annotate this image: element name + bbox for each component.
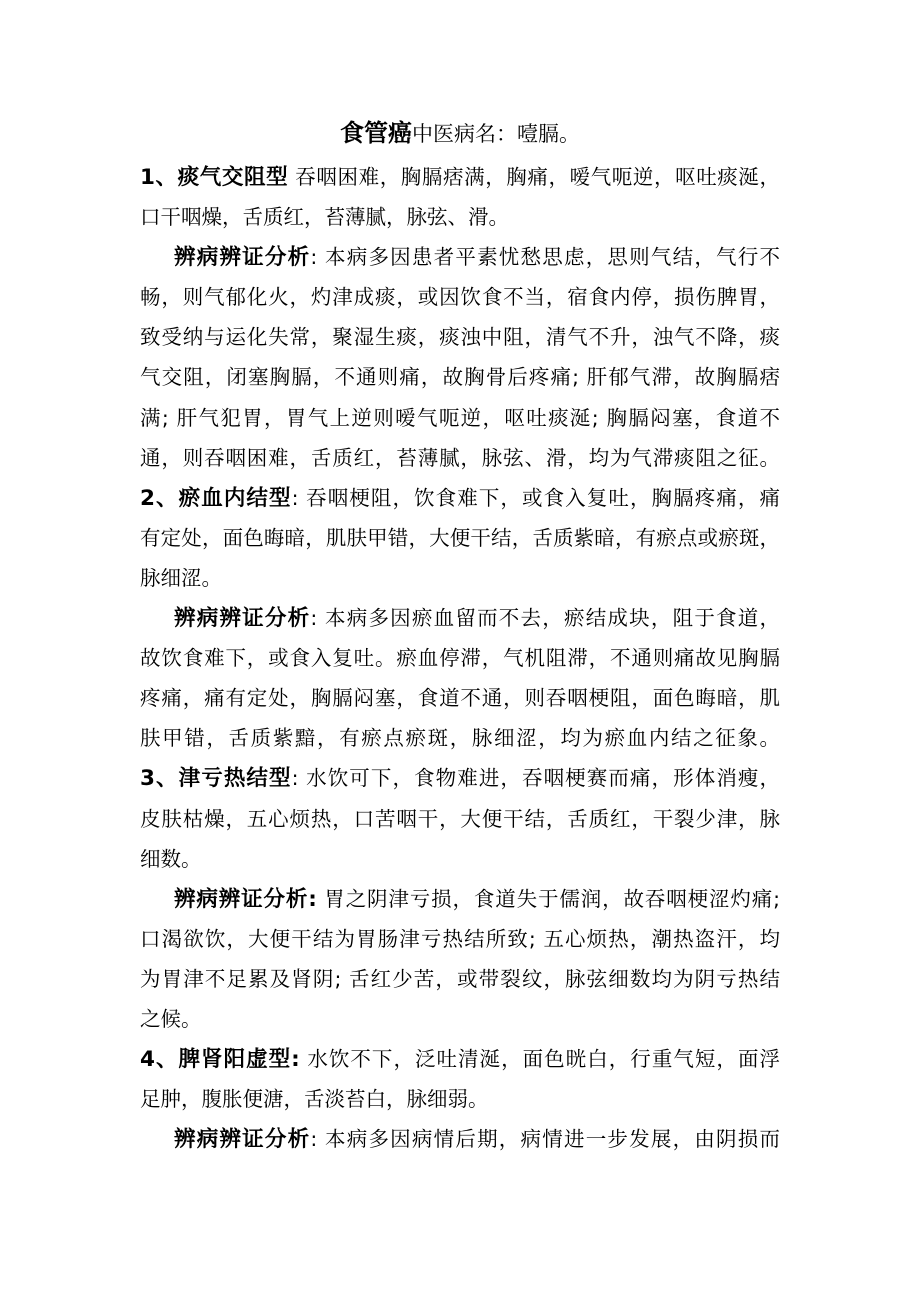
line-text: 故饮食难下，或食入复吐。瘀血停滞，气机阻滞，不通则痛故见胸膈 [140,646,780,671]
line-text: : 本病多因病情后期，病情进一步发展，由阴损而 [310,1127,780,1152]
text-line [140,317,780,357]
text-line [140,598,780,638]
line-text: 致受纳与运化失常，聚湿生痰，痰浊中阻，清气不升，浊气不降，痰 [140,325,780,350]
section-heading: 辨病辨证分析 [174,606,311,632]
text-line [140,758,780,798]
line-text: 通，则吞咽困难，舌质红，苔薄腻，脉弦、滑，均为气滞痰阻之征。 [140,445,780,470]
text-line [140,518,780,558]
text-line [140,999,780,1039]
line-text: 之候。 [140,1006,202,1031]
line-text: 脉细涩。 [140,565,222,590]
text-line [140,959,780,999]
section-heading: 2、瘀血内结型 [140,485,292,511]
line-text: : 本病多因患者平素忧愁思虑，思则气结，气行不 [310,245,780,270]
line-text: : 吞咽梗阻，饮食难下，或食入复吐，胸膈疼痛，痛 [291,485,780,510]
section-heading: 辨病辨证分析 [174,245,311,271]
text-line [140,839,780,879]
title-bold: 食管癌 [340,119,412,147]
line-text: 足肿，腹胀便溏，舌淡苔白，脉细弱。 [140,1087,489,1112]
text-line [140,799,780,839]
document-title [0,118,920,149]
line-text: 肤甲错，舌质紫黯，有瘀点瘀斑，脉细涩，均为瘀血内结之征象。 [140,726,780,751]
line-text: 皮肤枯燥，五心烦热，口苦咽干，大便干结，舌质红，干裂少津，脉 [140,806,780,831]
text-line [140,197,780,237]
line-text: 细数。 [140,846,202,871]
text-line [140,919,780,959]
text-line [140,558,780,598]
section-heading: 辨病辨证分析 [174,1127,311,1153]
text-line [140,157,780,197]
section-heading: 3、津亏热结型 [140,766,292,792]
line-text: 为胃津不足累及肾阴; 舌红少苦，或带裂纹，脉弦细数均为阴亏热结 [140,966,780,991]
line-text: 水饮不下，泛吐清涎，面色晄白，行重气短，面浮 [299,1047,780,1072]
text-line [140,1079,780,1119]
text-line [140,277,780,317]
title-rest: 中医病名：噎膈。 [412,122,580,146]
text-line [140,678,780,718]
line-text: 有定处，面色晦暗，肌肤甲错，大便干结，舌质紫暗，有瘀点或瘀斑， [140,525,780,550]
text-line [140,237,780,277]
text-line [140,718,780,758]
text-line [140,438,780,478]
line-text: 吞咽困难，胸膈痞满，胸痛，嗳气呃逆，呕吐痰涎， [288,165,780,189]
text-line [140,1039,780,1079]
line-text: 疼痛，痛有定处，胸膈闷塞，食道不通，则吞咽梗阻，面色晦暗，肌 [140,686,780,711]
document-body [140,157,780,1159]
text-line [140,879,780,919]
line-text: 满; 肝气犯胃，胃气上逆则嗳气呃逆，呕吐痰涎; 胸膈闷塞，食道不 [140,405,780,430]
text-line [140,478,780,518]
line-text: 气交阻，闭塞胸膈，不通则痛，故胸骨后疼痛; 肝郁气滞，故胸膈痞 [140,365,780,390]
line-text: 口渴欲饮，大便干结为胃肠津亏热结所致; 五心烦热，潮热盗汗，均 [140,926,780,951]
text-line [140,357,780,397]
text-line [140,1119,780,1159]
line-text: 畅，则气郁化火，灼津成痰，或因饮食不当，宿食内停，损伤脾胃， [140,285,780,310]
line-text: 口干咽燥，舌质红，苔薄腻，脉弦、滑。 [140,205,509,230]
section-heading: 1、痰气交阻型 [140,165,289,190]
section-heading: 辨病辨证分析: [174,886,317,912]
line-text: : 水饮可下，食物难进，吞咽梗赛而痛，形体消瘦， [291,766,780,791]
text-line [140,638,780,678]
section-heading: 4、脾肾阳虚型: [140,1047,300,1073]
text-line [140,398,780,438]
line-text: 胃之阴津亏损，食道失于儒润，故吞咽梗涩灼痛; [316,886,780,911]
line-text: : 本病多因瘀血留而不去，瘀结成块，阻于食道， [310,606,780,631]
